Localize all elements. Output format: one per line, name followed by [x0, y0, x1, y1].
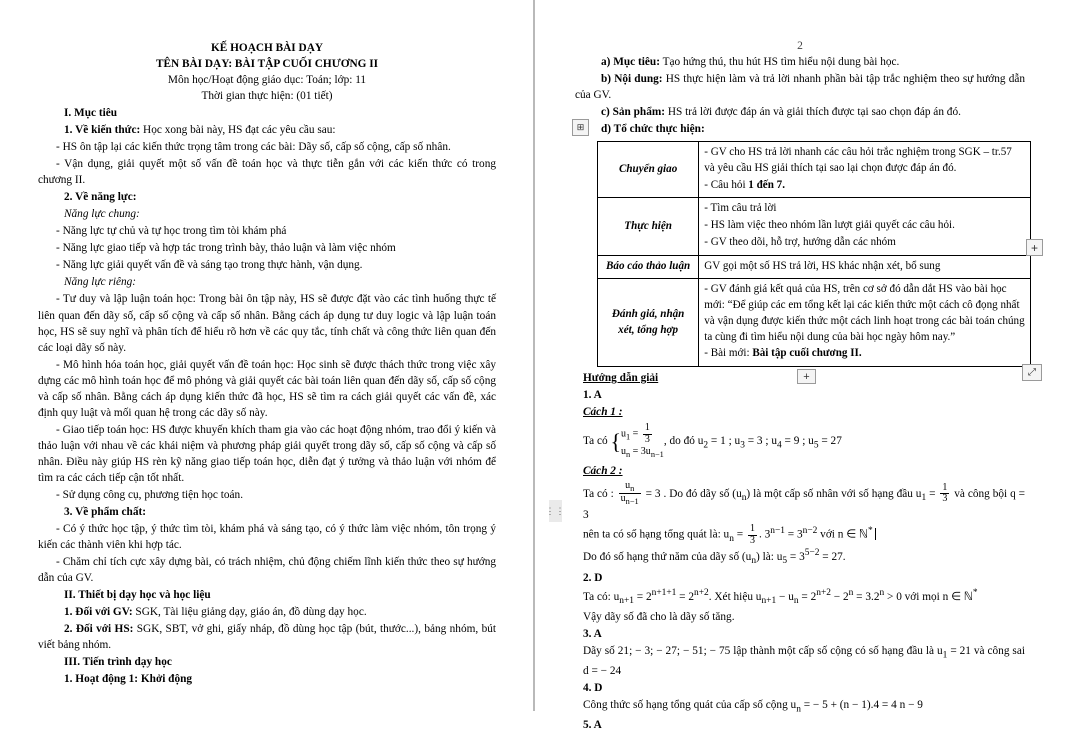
para-to-chuc: d) Tổ chức thực hiện: — [601, 123, 705, 136]
answer-2-line-1: Ta có: $u_{n+1} = 2^{n+1+1} = 2^{n+2}$. Xét hiệu $u_{n+1} - u_n = 2^{n+2} - 2^n = 3.2^n > 0$ với mọi n ∈ ℕ* — [583, 587, 978, 606]
text-doi-voi-gv: SGK, Tài liệu giảng dạy, giáo án, đồ dùng dạy học. — [132, 606, 367, 619]
cell-line: - GV theo dõi, hỗ trợ, hướng dẫn các nhóm — [704, 235, 896, 248]
para-nlr-1: - Tư duy và lập luận toán học: Trong bài ôn tập này, HS sẽ được đặt vào các tình huống thực tế liên quan đến dãy số, cấp số cộng và cấp số nhân. Bằng cách áp dụng tư duy logic và lập luận toán học, HS sẽ suy nghĩ và phân tích để hiểu rõ hơn về các quy tắc, tính chất và công thức liên quan đến các loại dãy số này. — [38, 293, 496, 354]
table-row — [598, 279, 1031, 367]
para-nlr-3: - Giao tiếp toán học: HS được khuyến khích tham gia vào các hoạt động nhóm, trao đổi ý kiến và thảo luận với nhau về các khái niệm và phương pháp giải quyết trong dãy số, cấp số cộng và cấp số nhân. Điều này giúp HS rèn kỹ năng giao tiếp toán học, diễn đạt ý tưởng và thảo luận với nhóm để tìm ra các cách tiếp cận tốt nhất. — [38, 423, 496, 484]
document-page-left — [0, 0, 533, 711]
para-muc-tieu — [575, 54, 1025, 70]
add-row-icon[interactable]: + — [1026, 239, 1043, 256]
answer-5-label: 5. A — [583, 719, 602, 732]
para-ve-kien-thuc — [38, 122, 496, 138]
para-kien-thuc-2: - Vận dụng, giải quyết một số vấn đề toán học và thực tiễn gắn với các kiến thức có trong chương II. — [38, 158, 496, 187]
para-doi-voi-hs — [38, 621, 496, 653]
para-kien-thuc-1: - HS ôn tập lại các kiến thức trọng tâm trong các bài: Dãy số, cấp số cộng, cấp số nhân. — [56, 141, 451, 154]
doc-title-line-2: TÊN BÀI DẠY: BÀI TẬP CUỐI CHƯƠNG II — [155, 58, 379, 71]
text-san-pham: HS trả lời được đáp án và giải thích được tại sao chọn đáp án đó. — [665, 106, 961, 119]
label-noi-dung: b) Nội dung: — [601, 73, 663, 86]
answer-1-label: 1. A — [583, 389, 602, 402]
cell-line: - GV cho HS trả lời nhanh các câu hỏi trắc nghiệm trong SGK – tr.57 và yêu cầu HS giải thích tại sao lại chọn được đáp án đó. — [704, 146, 1012, 174]
label-doi-voi-hs: 2. Đối với HS: — [64, 623, 134, 636]
right-page-content — [575, 38, 1025, 734]
heading-huong-dan-giai: Hướng dẫn giải — [583, 372, 659, 385]
text-ve-kien-thuc: Học xong bài này, HS đạt các yêu cầu sau: — [140, 124, 336, 137]
answer-4-line-1: Công thức số hạng tổng quát của cấp số cộng $u_n$ = − 5 + (n − 1).4 = 4 n − 9 — [583, 698, 923, 715]
answer-2-line-2: Vậy dãy số đã cho là dãy số tăng. — [583, 611, 735, 624]
para-nlr-2: - Mô hình hóa toán học, giải quyết vấn đề toán học: Học sinh sẽ được thách thức trong việc xây dựng các mô hình toán học để mô phỏng và giải quyết các bài toán liên quan đến dãy số, cấp số cộng và cấp số nhân. Bằng cách áp dụng kiến thức đã học, HS sẽ tìm ra cách giải quyết các vấn đề, xác định quy luật và mối quan hệ trong các dãy số này. — [38, 358, 496, 419]
heading-ve-nang-luc: 2. Về năng lực: — [64, 191, 137, 204]
document-page-right — [535, 0, 1066, 732]
table-row — [598, 255, 1031, 279]
cell-line: - Bài mới: Bài tập cuối chương II. — [704, 347, 862, 360]
para-nlc-1: - Năng lực tự chủ và tự học trong tìm tòi khám phá — [56, 225, 287, 238]
row-label-bao-cao: Báo cáo thảo luận — [598, 255, 699, 279]
para-nlc-2: - Năng lực giao tiếp và hợp tác trong trình bày, thảo luận và làm việc nhóm — [56, 242, 396, 255]
label-ve-kien-thuc: 1. Về kiến thức: — [64, 124, 141, 137]
heading-thiet-bi: II. Thiết bị dạy học và học liệu — [64, 589, 211, 602]
row-body-danh-gia — [699, 279, 1031, 367]
anchor-icon[interactable]: ⊞ — [572, 119, 589, 136]
cell-line: - Câu hỏi 1 đến 7. — [704, 178, 785, 191]
answer-4-label: 4. D — [583, 681, 603, 694]
cell-line: - GV đánh giá kết quả của HS, trên cơ sở đó dẫn dắt HS vào bài học mới: “Để giúp các em tổng kết lại các kiến thức một cách cô đọng nhất và vận dụng được kiến thức một cách linh hoạt trong các bài toán chúng ta cùng đi tìm hiểu nội dung của bài học ngày hôm nay.” — [704, 283, 1025, 343]
label-doi-voi-gv: 1. Đối với GV: — [64, 606, 133, 619]
doc-title-line-4: Thời gian thực hiện: (01 tiết) — [201, 90, 333, 103]
heading-nang-luc-chung: Năng lực chung: — [64, 208, 140, 221]
heading-hoat-dong-1: 1. Hoạt động 1: Khởi động — [64, 673, 193, 686]
doc-title-line-1: KẾ HOẠCH BÀI DẠY — [210, 42, 324, 54]
answer-3-line-1: Dãy số 21; − 3; − 27; − 51; − 75 lập thành một cấp số cộng có số hạng đầu là $u_1 = 21$ và công sai d = − 24 — [583, 645, 1025, 677]
doc-title-line-3: Môn học/Hoạt động giáo dục: Toán; lớp: 11 — [167, 74, 367, 87]
add-column-icon[interactable]: + — [797, 369, 816, 384]
document-title-block — [38, 40, 496, 104]
para-san-pham — [575, 104, 1025, 120]
left-page-content — [38, 40, 496, 688]
answer-3-label: 3. A — [583, 628, 602, 641]
para-pc-2: - Chăm chỉ tích cực xây dựng bài, có trách nhiệm, chủ động chiếm lĩnh kiến thức theo sự hướng dẫn của GV. — [38, 555, 496, 584]
para-doi-voi-gv — [38, 604, 496, 620]
cell-line: - Tìm câu trả lời — [704, 202, 777, 215]
row-label-chuyen-giao: Chuyển giao — [598, 142, 699, 198]
cell-line: - HS làm việc theo nhóm lần lượt giải quyết các câu hỏi. — [704, 219, 955, 232]
para-noi-dung — [575, 71, 1025, 103]
answer-2-label: 2. D — [583, 571, 603, 584]
heading-pham-chat: 3. Về phẩm chất: — [64, 505, 147, 518]
row-label-danh-gia: Đánh giá, nhận xét, tổng hợp — [598, 279, 699, 367]
row-label-thuc-hien: Thực hiện — [598, 198, 699, 255]
label-muc-tieu: a) Mục tiêu: — [601, 56, 660, 68]
label-san-pham: c) Sản phẩm: — [601, 106, 666, 119]
answer-1-way2: Cách 2 : — [583, 465, 623, 478]
row-body-thuc-hien — [699, 198, 1031, 255]
answer-1-line-1: Ta có : $\frac{u_n}{u_{n-1}}$ = 3 . Do đó dãy số $(u_n)$ là một cấp số nhân với số hạng đầu $u_1$ = $\frac{1}{3}$ và công bội q = 3 — [583, 479, 1025, 521]
text-doi-voi-hs: SGK, SBT, vở ghi, giấy nháp, đồ dùng học tập (bút, thước...), bảng nhóm, bút viết bảng nhóm. — [38, 623, 497, 652]
drag-handle-icon[interactable]: ⋮⋮ — [549, 500, 562, 522]
heading-nang-luc-rieng: Năng lực riêng: — [64, 276, 137, 289]
resize-handle-icon[interactable]: ⤢ — [1022, 364, 1042, 381]
para-nlr-4: - Sử dụng công cụ, phương tiện học toán. — [56, 488, 244, 501]
table-row — [598, 142, 1031, 198]
text-muc-tieu: Tạo hứng thú, thu hút HS tìm hiểu nội dung bài học. — [659, 56, 900, 68]
cell-line: GV gọi một số HS trả lời, HS khác nhận xét, bổ sung — [704, 259, 941, 272]
row-body-chuyen-giao — [699, 142, 1031, 198]
answer-1-way1: Cách 1 : — [583, 406, 623, 419]
answer-1-line-3: Do đó số hạng thứ năm của dãy số $(u_n)$ là: $u_5 = 3^{5-2} = 27$. — [583, 548, 846, 567]
para-nlc-3: - Năng lực giải quyết vấn đề và sáng tạo trong thực hành, vận dụng. — [56, 259, 363, 272]
activity-table — [597, 141, 1031, 367]
para-pc-1: - Có ý thức học tập, ý thức tìm tòi, khám phá và sáng tạo, có ý thức làm việc nhóm, tôn trọng ý kiến các thành viên khi hợp tác. — [38, 522, 496, 551]
page-number: 2 — [797, 40, 803, 52]
table-row — [598, 198, 1031, 255]
answer-1-line-2: nên ta có số hạng tổng quát là: $u_n$ = $\frac{1}{3}$ . $3^{n-1} = 3^{n-2}$ với n ∈ ℕ* — [583, 524, 1025, 546]
row-body-bao-cao — [699, 255, 1031, 279]
answer-1-system: Ta có { $u_1$ = $\frac{1}{3}$ $u_n = 3u_{n-1}$ , do đó $u_2 = 1$ ; $u_3 = 3$ ; $u_4 = 9$ ; $u_5 = 27$ — [583, 422, 842, 460]
text-noi-dung: HS thực hiện làm và trả lời nhanh phần bài tập trắc nghiệm theo sự hướng dẫn của GV. — [575, 73, 1025, 102]
heading-muc-tieu: I. Mục tiêu — [64, 107, 118, 120]
heading-tien-trinh: III. Tiến trình dạy học — [64, 656, 172, 669]
